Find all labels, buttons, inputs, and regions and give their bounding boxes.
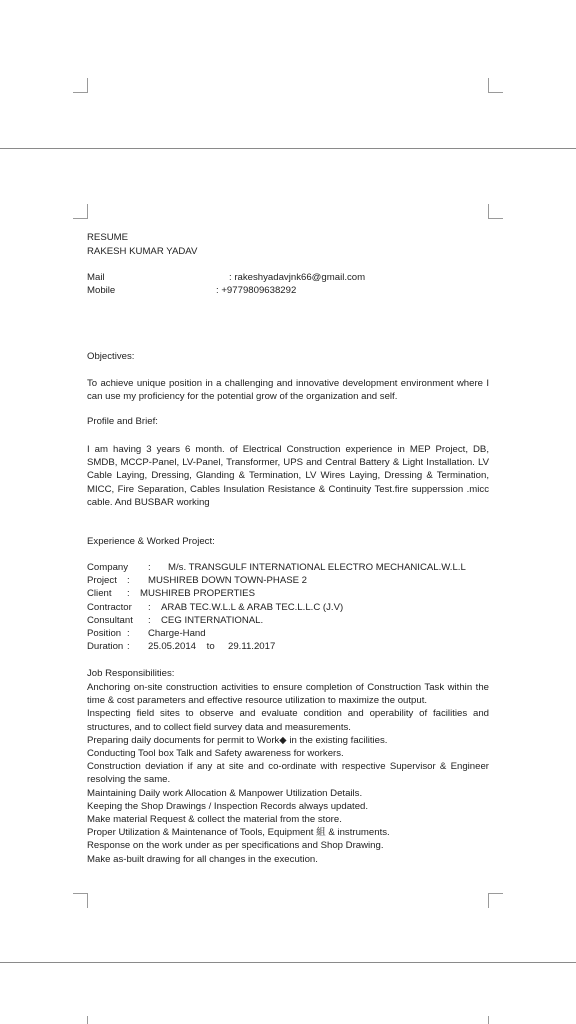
list-item: Response on the work under as per specifications and Shop Drawing.	[87, 840, 384, 852]
mail-value: : rakeshyadavjnk66@gmail.com	[229, 272, 366, 283]
list-item: Construction deviation if any at site and co-ordinate with respective Supervisor & Engineer resolving the same.	[87, 761, 489, 786]
duration-label: Duration	[87, 641, 124, 652]
consultant-value: CEG INTERNATIONAL.	[161, 615, 264, 626]
duration-sep: :	[127, 641, 130, 652]
crop-mark-top-right	[488, 204, 503, 219]
candidate-name: RAKESH KUMAR YADAV	[87, 246, 198, 257]
crop-mark-bottom-left	[73, 893, 88, 908]
position-sep: :	[127, 628, 130, 639]
contractor-label: Contractor	[87, 602, 132, 613]
company-label: Company	[87, 562, 129, 573]
list-item: Make as-built drawing for all changes in the execution.	[87, 853, 318, 865]
list-item: Preparing daily documents for permit to Work◆ in the existing facilities.	[87, 734, 388, 746]
duration-value: 25.05.2014 to 29.11.2017	[148, 641, 276, 652]
list-item: Proper Utilization & Maintenance of Tools, Equipment 組 & instruments.	[87, 827, 390, 839]
company-value: M/s. TRANSGULF INTERNATIONAL ELECTRO MECHANICAL.W.L.L	[168, 562, 466, 573]
position-label: Position	[87, 628, 122, 639]
crop-mark-top-right	[488, 78, 503, 93]
consultant-label: Consultant	[87, 615, 133, 626]
list-item: Anchoring on-site construction activities to ensure completion of Construction Task within the time & cost parameters and effective resource utilization to maximize the output.	[87, 682, 489, 707]
page-separator-top	[0, 148, 576, 149]
document-title: RESUME	[87, 232, 129, 243]
page-separator-bottom	[0, 962, 576, 963]
project-label: Project	[87, 575, 117, 586]
crop-mark-top-left	[73, 78, 88, 93]
experience-heading: Experience & Worked Project:	[87, 536, 215, 547]
company-sep: :	[148, 562, 151, 573]
responsibilities-heading: Job Responsibilities:	[87, 668, 175, 679]
profile-heading: Profile and Brief:	[87, 416, 158, 427]
contractor-sep: :	[148, 602, 151, 613]
position-value: Charge-Hand	[148, 628, 206, 639]
project-value: MUSHIREB DOWN TOWN-PHASE 2	[148, 575, 308, 586]
list-item: Keeping the Shop Drawings / Inspection Records always updated.	[87, 800, 369, 812]
mail-label: Mail	[87, 272, 105, 283]
list-item: Conducting Tool box Talk and Safety awareness for workers.	[87, 748, 344, 760]
profile-text: I am having 3 years 6 month. of Electrical Construction experience in MEP Project, DB, SMDB, MCCP-Panel, LV-Panel, Transformer, UPS and Central Battery & Light Installation. LV Cable Laying, Dressing, Glanding & Termination, LV Wires Laying, Dressing & Termination, MICC, Fire Separation, Cables Insulation Resistance & Continuity Test.fire supperssion .micc cable. And BUSBAR working	[87, 444, 489, 508]
crop-mark-top-left	[73, 204, 88, 219]
crop-mark-bottom-right	[488, 893, 503, 908]
client-label: Client	[87, 588, 112, 599]
client-sep: :	[127, 588, 130, 599]
list-item: Inspecting field sites to observe and evaluate condition and operability of facilities and structures, and to collect field survey data and measurements.	[87, 708, 489, 733]
objectives-heading: Objectives:	[87, 351, 135, 362]
crop-mark-next-left	[87, 1016, 88, 1024]
mobile-label: Mobile	[87, 285, 116, 296]
contractor-value: ARAB TEC.W.L.L & ARAB TEC.L.L.C (J.V)	[161, 602, 344, 613]
responsibilities-list	[87, 681, 489, 866]
project-sep: :	[127, 575, 130, 586]
crop-mark-next-right	[488, 1016, 489, 1024]
objectives-text: To achieve unique position in a challenging and innovative development environment where I can use my proficiency for the potential grow of the organization and self.	[87, 378, 489, 403]
consultant-sep: :	[148, 615, 151, 626]
client-value: MUSHIREB PROPERTIES	[140, 588, 255, 599]
list-item: Maintaining Daily work Allocation & Manpower Utilization Details.	[87, 787, 363, 799]
list-item: Make material Request & collect the material from the store.	[87, 814, 342, 826]
mobile-value: : +9779809638292	[216, 285, 297, 296]
